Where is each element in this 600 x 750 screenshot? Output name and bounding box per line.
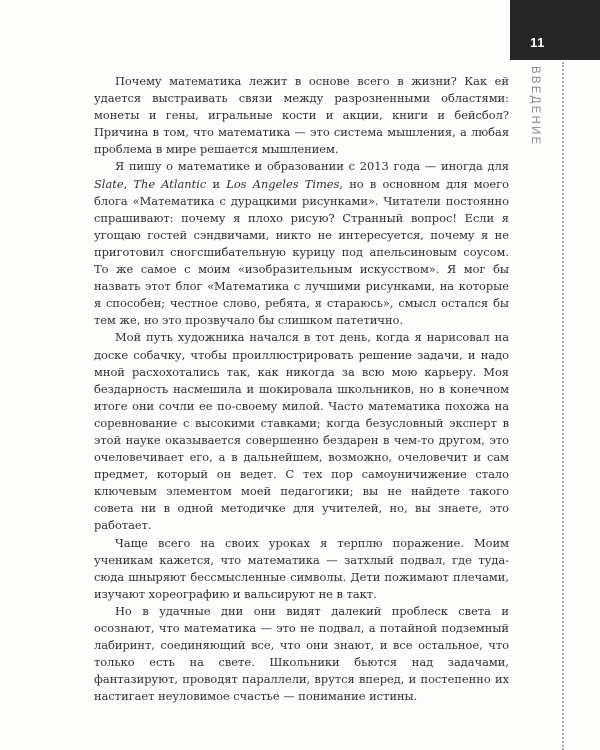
margin-dotted-rule bbox=[562, 62, 564, 750]
paragraph: Но в удачные дни они видят далекий проблеск света и осознают, что математика — это не подвал, а потайной подземный лабиринт, соединяющий все, что они знают, и все остальное, что только есть на свете. Школьники бьются над задачами, фантазируют, проводят параллели, врутся вперед, и постепенно их настигает неуловимое счастье — понимание истины. bbox=[94, 603, 509, 704]
paragraph: Я пишу о математике и образовании с 2013 года — иногда для Slate, The Atlantic и Los Angeles Times, но в основном для моего блога «Математика с дурацкими рисунками». Читатели постоянно спрашивают: почему я плохо рисую? Странный вопрос! Если я угощаю гостей сэндвичами, никто не интересуется, почему я не приготовил сногсшибательную курицу под апельсиновым соусом. То же самое с моим «изобразительным искусством». Я мог бы назвать этот блог «Математика с лучшими рисунками, на которые я способен; честное слово, ребята, я стараюсь», смысл остался бы тем же, но это прозвучало бы слишком патетично. bbox=[94, 159, 509, 328]
body-text bbox=[94, 73, 509, 705]
page-number-tab bbox=[510, 0, 600, 60]
chapter-title: ВВЕДЕНИЕ bbox=[529, 66, 541, 147]
paragraph: Мой путь художника начался в тот день, когда я нарисовал на доске собачку, чтобы проиллюстрировать решение задачи, и надо мной расхохотались так, как никогда за всю мою карьеру. Моя бездарность насмешила и шокировала школьников, но в конечном итоге они сочли ее по-своему милой. Часто математика похожа на соревнование с высокими ставками; когда безусловный эксперт в этой науке оказывается совершенно бездарен в чем-то другом, это очеловечивает его, а в дальнейшем, возможно, очеловечит и сам предмет, который он ведет. С тех пор самоуничижение стало ключевым элементом моей педагогики; вы не найдете такого совета ни в одной методичке для учителей, но, вы знаете, это работает. bbox=[94, 330, 509, 533]
paragraph: Почему математика лежит в основе всего в жизни? Как ей удается выстраивать связи между разрозненными областями: монеты и гены, игральные кости и акции, книги и бейсбол? Причина в том, что математика — это система мышления, а любая проблема в мире решается мышлением. bbox=[94, 74, 509, 157]
paragraph: Чаще всего на своих уроках я терплю поражение. Моим ученикам кажется, что математика — затхлый подвал, где туда-сюда шныряют бессмысленные символы. Дети пожимают плечами, изучают хореографию и вальсируют не в такт. bbox=[94, 535, 509, 601]
page-number: 11 bbox=[530, 35, 545, 50]
